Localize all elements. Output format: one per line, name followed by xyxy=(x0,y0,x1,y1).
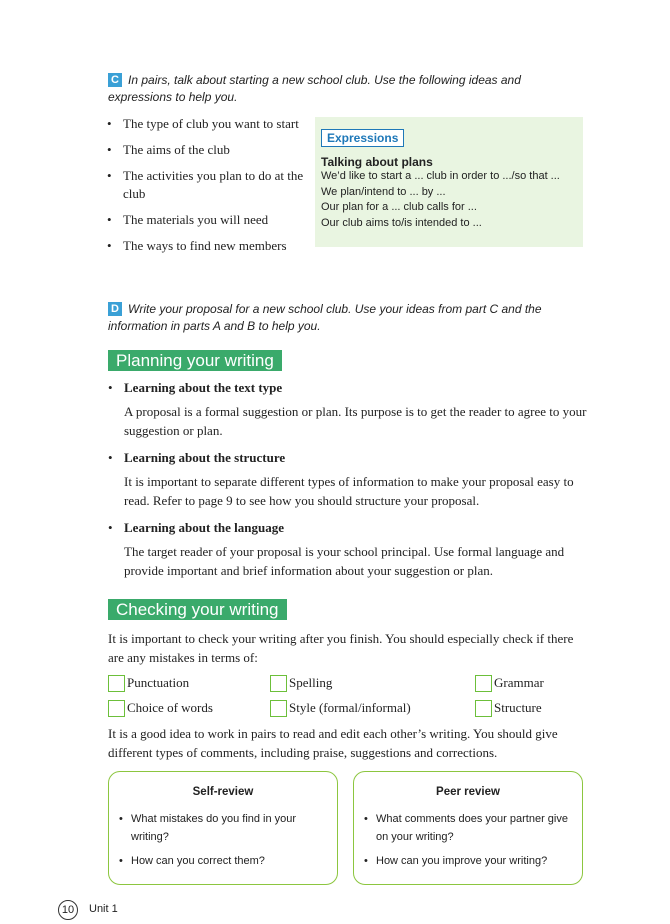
idea-item: • The materials you will need xyxy=(107,211,307,229)
section-d-letter: D xyxy=(108,302,122,316)
checkbox-label: Structure xyxy=(494,700,542,715)
expression-line: Our club aims to/is intended to ... xyxy=(321,216,482,229)
self-review-title: Self-review xyxy=(192,786,254,798)
peer-review-box xyxy=(353,771,583,885)
self-review-list xyxy=(109,810,337,870)
checking-banner: Checking your writing xyxy=(108,599,287,620)
bullet-icon: • xyxy=(108,380,113,395)
expressions-box xyxy=(315,117,583,247)
idea-item: • The type of club you want to start xyxy=(107,115,307,133)
planning-banner: Planning your writing xyxy=(108,350,282,371)
checking-outro: It is a good idea to work in pairs to read and edit each other’s writing. You should give different types of comments, including praise, suggestions and corrections. xyxy=(108,726,558,760)
self-review-item: • What mistakes do you find in your writing? xyxy=(119,810,327,846)
section-d-instruction xyxy=(108,301,548,335)
self-review-box xyxy=(108,771,338,885)
section-c-instruction-text: In pairs, talk about starting a new school club. Use the following ideas and expressions to help you. xyxy=(108,73,521,104)
choice-of-words-checkbox[interactable] xyxy=(108,700,125,717)
checkbox-label: Spelling xyxy=(289,675,333,690)
planning-heading: Learning about the text type xyxy=(124,380,283,395)
checkbox-label: Punctuation xyxy=(127,675,190,690)
planning-item xyxy=(108,380,588,440)
expression-line: Our plan for a ... club calls for ... xyxy=(321,201,477,213)
checkbox-label: Style (formal/informal) xyxy=(289,700,411,715)
self-review-item: • How can you correct them? xyxy=(119,852,327,870)
idea-item: • The aims of the club xyxy=(107,141,307,159)
style-checkbox[interactable] xyxy=(270,700,287,717)
checkbox-label: Choice of words xyxy=(127,700,213,715)
peer-review-item: • What comments does your partner give on your writing? xyxy=(364,810,572,846)
idea-item: • The activities you plan to do at the club xyxy=(107,167,307,203)
idea-item: • The ways to find new members xyxy=(107,237,307,255)
unit-label: Unit 1 xyxy=(89,903,118,915)
structure-checkbox[interactable] xyxy=(475,700,492,717)
bullet-icon: • xyxy=(108,450,113,465)
section-d-instruction-text: Write your proposal for a new school club. Use your ideas from part C and the information in parts A and B to help you. xyxy=(108,302,542,333)
planning-item xyxy=(108,450,588,510)
planning-section xyxy=(108,380,588,580)
planning-text: A proposal is a formal suggestion or plan. Its purpose is to get the reader to agree to your suggestion or plan. xyxy=(124,404,587,438)
expression-line: We’d like to start a ... club in order to .../so that ... xyxy=(321,170,560,182)
planning-text: The target reader of your proposal is your school principal. Use formal language and provide important and brief information about your suggestion or plan. xyxy=(124,544,565,578)
section-c-letter: C xyxy=(108,73,122,87)
checkbox-label: Grammar xyxy=(494,675,544,690)
expressions-title: Talking about plans xyxy=(321,155,433,169)
punctuation-checkbox[interactable] xyxy=(108,675,125,692)
ideas-list xyxy=(107,115,307,255)
bullet-icon: • xyxy=(108,520,113,535)
checking-intro: It is important to check your writing after you finish. You should especially check if there are any mistakes in terms of: xyxy=(108,631,574,665)
section-c-instruction xyxy=(108,72,588,106)
grammar-checkbox[interactable] xyxy=(475,675,492,692)
expressions-label: Expressions xyxy=(321,129,404,147)
planning-heading: Learning about the structure xyxy=(124,450,286,465)
spelling-checkbox[interactable] xyxy=(270,675,287,692)
page-number: 10 xyxy=(58,900,78,920)
planning-text: It is important to separate different types of information to make your proposal easy to read. Refer to page 9 to see how you should structure your proposal. xyxy=(124,474,574,508)
planning-heading: Learning about the language xyxy=(124,520,284,535)
expression-line: We plan/intend to ... by ... xyxy=(321,185,446,198)
peer-review-title: Peer review xyxy=(436,786,500,798)
peer-review-item: • How can you improve your writing? xyxy=(364,852,572,870)
planning-item xyxy=(108,520,588,580)
peer-review-list xyxy=(354,810,582,870)
